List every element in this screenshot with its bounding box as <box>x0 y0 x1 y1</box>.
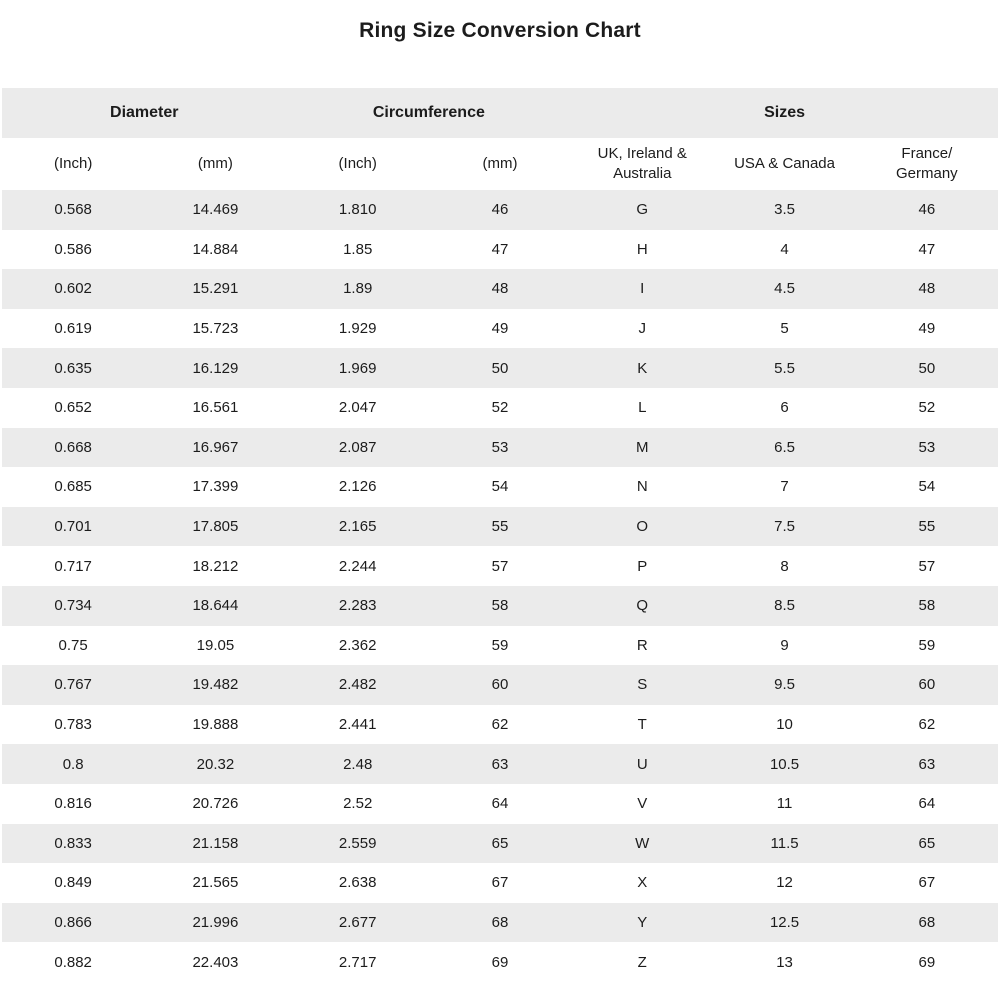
table-row <box>2 388 998 428</box>
table-cell: 0.717 <box>2 546 144 586</box>
table-cell: J <box>571 309 713 349</box>
table-row <box>2 863 998 903</box>
table-cell: 7.5 <box>713 507 855 547</box>
table-cell: 22.403 <box>144 942 286 982</box>
table-cell: 2.677 <box>287 903 429 943</box>
table-cell: 46 <box>856 190 998 230</box>
table-cell: 0.701 <box>2 507 144 547</box>
table-cell: 2.482 <box>287 665 429 705</box>
table-cell: 69 <box>856 942 998 982</box>
table-cell: 20.32 <box>144 744 286 784</box>
table-cell: 64 <box>856 784 998 824</box>
table-cell: 12.5 <box>713 903 855 943</box>
table-cell: 57 <box>429 546 571 586</box>
table-cell: U <box>571 744 713 784</box>
table-cell: 46 <box>429 190 571 230</box>
table-cell: 0.816 <box>2 784 144 824</box>
col-header-diameter-inch: (Inch) <box>2 138 144 190</box>
table-cell: 2.52 <box>287 784 429 824</box>
col-header-circumference-mm: (mm) <box>429 138 571 190</box>
table-cell: 48 <box>429 269 571 309</box>
table-cell: 48 <box>856 269 998 309</box>
table-cell: 0.568 <box>2 190 144 230</box>
table-cell: O <box>571 507 713 547</box>
table-cell: 19.05 <box>144 626 286 666</box>
table-cell: 62 <box>856 705 998 745</box>
table-cell: 4.5 <box>713 269 855 309</box>
table-cell: 14.884 <box>144 230 286 270</box>
table-row <box>2 784 998 824</box>
table-row <box>2 942 998 982</box>
col-header-france-germany: France/ Germany <box>856 138 998 190</box>
group-header-row <box>2 88 998 138</box>
table-cell: 0.8 <box>2 744 144 784</box>
table-cell: 52 <box>856 388 998 428</box>
table-cell: 21.996 <box>144 903 286 943</box>
table-cell: 0.783 <box>2 705 144 745</box>
table-cell: 5 <box>713 309 855 349</box>
table-cell: 69 <box>429 942 571 982</box>
table-row <box>2 744 998 784</box>
table-row <box>2 269 998 309</box>
table-cell: 55 <box>856 507 998 547</box>
group-header-circumference: Circumference <box>287 88 572 138</box>
table-cell: 6 <box>713 388 855 428</box>
col-header-diameter-mm: (mm) <box>144 138 286 190</box>
table-cell: X <box>571 863 713 903</box>
table-cell: 47 <box>856 230 998 270</box>
table-cell: 49 <box>856 309 998 349</box>
table-cell: 59 <box>856 626 998 666</box>
table-cell: 7 <box>713 467 855 507</box>
table-cell: 11.5 <box>713 824 855 864</box>
table-body <box>2 190 998 982</box>
table-row <box>2 309 998 349</box>
table-cell: 67 <box>856 863 998 903</box>
table-cell: 16.967 <box>144 428 286 468</box>
table-row <box>2 230 998 270</box>
col-header-uk-ireland-australia: UK, Ireland & Australia <box>571 138 713 190</box>
table-cell: 0.685 <box>2 467 144 507</box>
table-cell: W <box>571 824 713 864</box>
table-cell: 21.565 <box>144 863 286 903</box>
table-cell: 8.5 <box>713 586 855 626</box>
table-cell: 5.5 <box>713 348 855 388</box>
table-row <box>2 586 998 626</box>
table-cell: P <box>571 546 713 586</box>
table-cell: 59 <box>429 626 571 666</box>
table-cell: 2.638 <box>287 863 429 903</box>
table-cell: 16.129 <box>144 348 286 388</box>
table-cell: 63 <box>429 744 571 784</box>
table-cell: Z <box>571 942 713 982</box>
table-cell: I <box>571 269 713 309</box>
table-row <box>2 190 998 230</box>
table-cell: 47 <box>429 230 571 270</box>
table-cell: 9 <box>713 626 855 666</box>
table-cell: 18.644 <box>144 586 286 626</box>
table-cell: 0.635 <box>2 348 144 388</box>
table-head <box>2 88 998 190</box>
table-cell: 10.5 <box>713 744 855 784</box>
table-cell: 1.85 <box>287 230 429 270</box>
table-cell: 67 <box>429 863 571 903</box>
table-cell: 4 <box>713 230 855 270</box>
table-cell: 11 <box>713 784 855 824</box>
table-cell: 3.5 <box>713 190 855 230</box>
table-row <box>2 507 998 547</box>
table-cell: 12 <box>713 863 855 903</box>
table-row <box>2 428 998 468</box>
table-cell: 2.047 <box>287 388 429 428</box>
table-cell: 19.482 <box>144 665 286 705</box>
table-cell: 13 <box>713 942 855 982</box>
table-cell: 0.619 <box>2 309 144 349</box>
table-cell: 2.244 <box>287 546 429 586</box>
table-cell: 18.212 <box>144 546 286 586</box>
table-cell: 49 <box>429 309 571 349</box>
table-cell: 58 <box>856 586 998 626</box>
table-cell: Y <box>571 903 713 943</box>
table-cell: 10 <box>713 705 855 745</box>
page-title: Ring Size Conversion Chart <box>359 19 641 42</box>
table-cell: 0.833 <box>2 824 144 864</box>
table-cell: 0.866 <box>2 903 144 943</box>
table-cell: 0.882 <box>2 942 144 982</box>
table-row <box>2 546 998 586</box>
table-cell: 2.126 <box>287 467 429 507</box>
table-cell: 9.5 <box>713 665 855 705</box>
table-cell: R <box>571 626 713 666</box>
table-cell: 50 <box>429 348 571 388</box>
table-cell: 55 <box>429 507 571 547</box>
table-cell: M <box>571 428 713 468</box>
table-row <box>2 705 998 745</box>
table-cell: 2.165 <box>287 507 429 547</box>
table-cell: 65 <box>429 824 571 864</box>
table-cell: 2.559 <box>287 824 429 864</box>
table-cell: 2.441 <box>287 705 429 745</box>
table-cell: S <box>571 665 713 705</box>
table-cell: 68 <box>856 903 998 943</box>
table-cell: 0.602 <box>2 269 144 309</box>
table-cell: 68 <box>429 903 571 943</box>
ring-size-table <box>2 88 998 982</box>
table-cell: 0.75 <box>2 626 144 666</box>
table-cell: 20.726 <box>144 784 286 824</box>
table-cell: 52 <box>429 388 571 428</box>
col-header-usa-canada: USA & Canada <box>713 138 855 190</box>
group-header-diameter: Diameter <box>2 88 287 138</box>
table-cell: K <box>571 348 713 388</box>
table-cell: 65 <box>856 824 998 864</box>
group-header-sizes: Sizes <box>571 88 998 138</box>
table-cell: N <box>571 467 713 507</box>
table-cell: 62 <box>429 705 571 745</box>
table-cell: 17.399 <box>144 467 286 507</box>
table-row <box>2 824 998 864</box>
table-cell: 50 <box>856 348 998 388</box>
table-cell: 64 <box>429 784 571 824</box>
table-cell: G <box>571 190 713 230</box>
table-row <box>2 348 998 388</box>
table-row <box>2 665 998 705</box>
table-cell: 1.969 <box>287 348 429 388</box>
table-cell: 0.668 <box>2 428 144 468</box>
table-cell: 53 <box>856 428 998 468</box>
table-cell: 19.888 <box>144 705 286 745</box>
table-cell: 60 <box>429 665 571 705</box>
table-cell: 6.5 <box>713 428 855 468</box>
table-cell: 1.89 <box>287 269 429 309</box>
table-cell: 60 <box>856 665 998 705</box>
table-cell: 0.586 <box>2 230 144 270</box>
table-cell: 0.652 <box>2 388 144 428</box>
column-header-row <box>2 138 998 190</box>
table-cell: 54 <box>429 467 571 507</box>
col-header-circumference-inch: (Inch) <box>287 138 429 190</box>
table-cell: 0.734 <box>2 586 144 626</box>
table-cell: Q <box>571 586 713 626</box>
table-cell: L <box>571 388 713 428</box>
table-cell: 2.362 <box>287 626 429 666</box>
table-cell: 15.723 <box>144 309 286 349</box>
table-cell: 1.929 <box>287 309 429 349</box>
table-cell: 53 <box>429 428 571 468</box>
table-cell: 2.48 <box>287 744 429 784</box>
table-row <box>2 626 998 666</box>
table-cell: 58 <box>429 586 571 626</box>
table-cell: 15.291 <box>144 269 286 309</box>
table-cell: V <box>571 784 713 824</box>
table-cell: 63 <box>856 744 998 784</box>
table-cell: 57 <box>856 546 998 586</box>
table-cell: 2.087 <box>287 428 429 468</box>
table-cell: 17.805 <box>144 507 286 547</box>
table-cell: 0.767 <box>2 665 144 705</box>
table-cell: 16.561 <box>144 388 286 428</box>
table-cell: 2.717 <box>287 942 429 982</box>
table-cell: 14.469 <box>144 190 286 230</box>
table-cell: 8 <box>713 546 855 586</box>
table-cell: H <box>571 230 713 270</box>
table-cell: T <box>571 705 713 745</box>
table-row <box>2 467 998 507</box>
table-cell: 21.158 <box>144 824 286 864</box>
table-cell: 1.810 <box>287 190 429 230</box>
table-cell: 54 <box>856 467 998 507</box>
table-cell: 2.283 <box>287 586 429 626</box>
table-row <box>2 903 998 943</box>
table-cell: 0.849 <box>2 863 144 903</box>
